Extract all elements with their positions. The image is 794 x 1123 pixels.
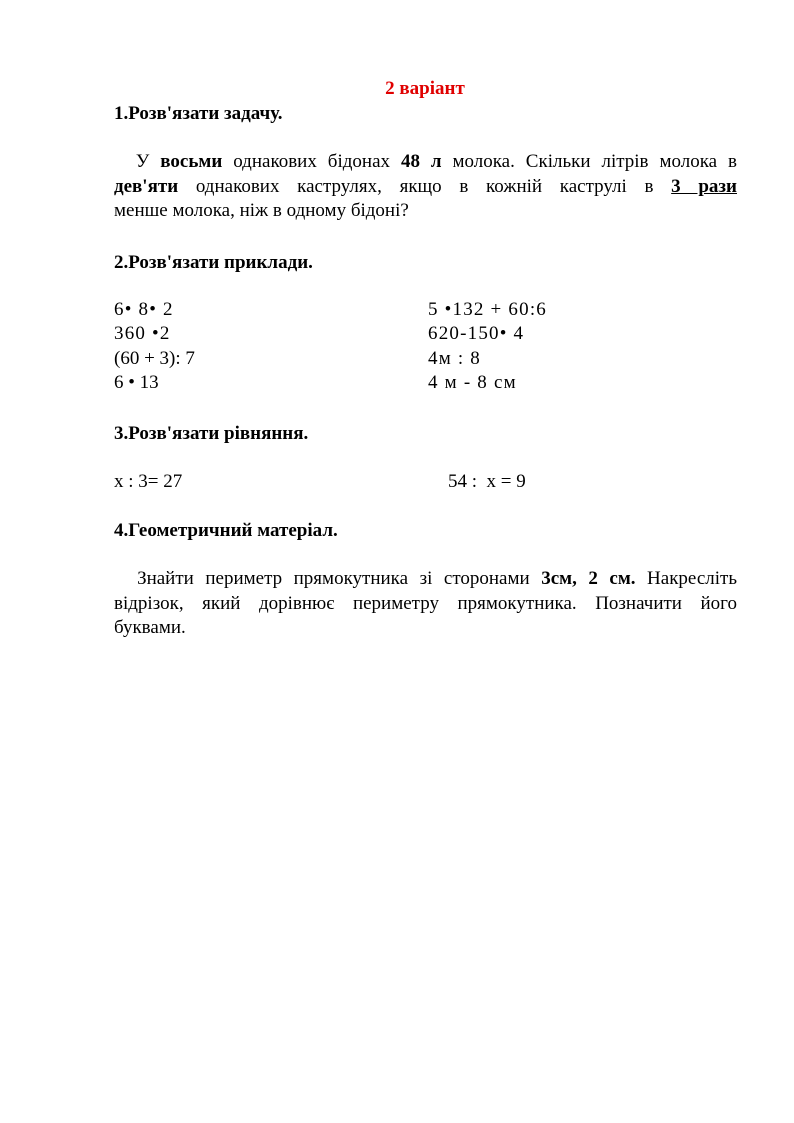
expression-left-3: (60 + 3): 7 xyxy=(114,348,195,369)
task1-line-1 xyxy=(114,150,737,175)
task1-text-part: однакових бідонах xyxy=(222,151,401,172)
task1-line-3: менше молока, ніж в одному бідоні? xyxy=(114,200,409,221)
equation-2: 54 : x = 9 xyxy=(448,471,526,492)
task4-line-1 xyxy=(114,567,737,592)
task1-text-part: однакових каструлях, якщо в кожній каструлі в xyxy=(178,175,672,197)
expression-right-3: 4м : 8 xyxy=(428,348,482,369)
task2-heading: 2.Розв'язати приклади. xyxy=(114,252,313,273)
task1-text-part: молока. Скільки літрів молока в xyxy=(441,151,737,172)
expression-right-1: 5 •132 + 60:6 xyxy=(428,299,547,320)
task1-bold-eight: восьми xyxy=(160,151,223,172)
task4-problem-text xyxy=(114,567,737,641)
variant-title: 2 варіант xyxy=(385,78,465,99)
expression-left-2: 360 •2 xyxy=(114,323,171,344)
task4-text-part: Знайти периметр прямокутника зі сторонами xyxy=(137,568,542,589)
task1-text-part: У xyxy=(135,151,161,172)
expression-left-4: 6 • 13 xyxy=(114,372,159,393)
task4-text-part: Накресліть xyxy=(635,568,737,589)
task1-line-2 xyxy=(114,175,737,200)
equation-1: x : 3= 27 xyxy=(114,471,183,492)
task1-bold-nine: дев'яти xyxy=(114,175,179,197)
task4-line-2: відрізок, який дорівнює периметру прямокутника. Позначити його xyxy=(114,592,737,614)
expression-left-1: 6• 8• 2 xyxy=(114,299,174,320)
task1-problem-text xyxy=(114,150,737,224)
task4-heading: 4.Геометричний матеріал. xyxy=(114,520,338,541)
expression-right-2: 620-150• 4 xyxy=(428,323,525,344)
task1-bold-times: 3 рази xyxy=(671,175,737,197)
expression-right-4: 4 м - 8 см xyxy=(428,372,517,393)
task3-heading: 3.Розв'язати рівняння. xyxy=(114,423,309,444)
task4-line-3: буквами. xyxy=(114,617,186,638)
task1-heading: 1.Розв'язати задачу. xyxy=(114,103,283,124)
task1-bold-volume: 48 л xyxy=(400,151,442,172)
task4-bold-sides: 3см, 2 см. xyxy=(541,568,636,589)
